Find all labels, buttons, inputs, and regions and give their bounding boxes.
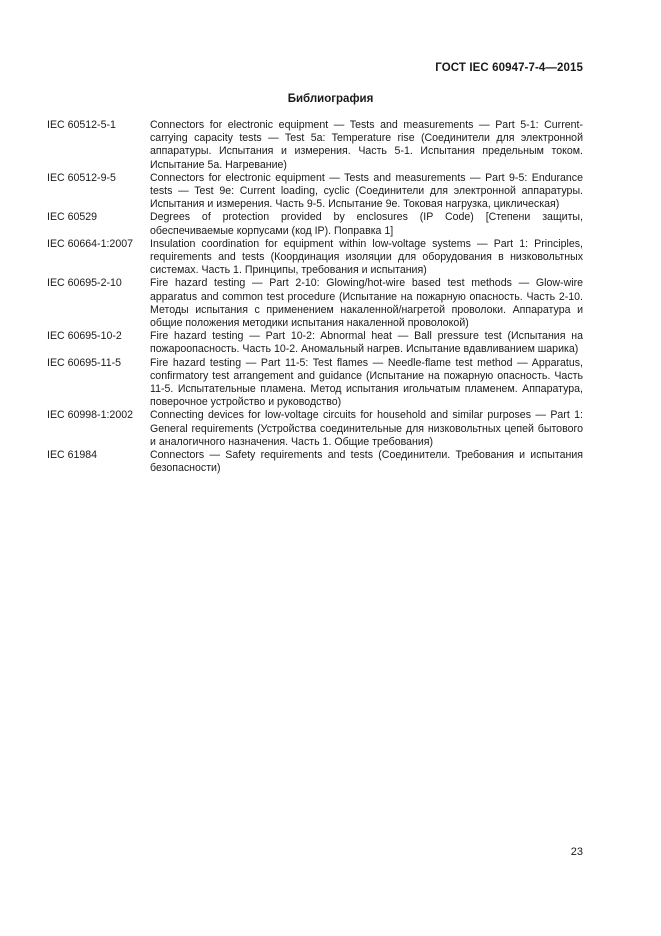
entry-code: IEC 60695-2-10 xyxy=(47,277,122,290)
bibliography-entry xyxy=(47,409,583,449)
entry-text: Degrees of protection provided by enclosures (IP Code) [Степени защиты, обеспечиваемые корпусами (код IP). Поправка 1] xyxy=(150,211,583,237)
bibliography-entry xyxy=(47,357,583,410)
entry-text: Fire hazard testing — Part 11-5: Test flames — Needle-flame test method — Apparatus, confirmatory test arrangement and guidance (Испытание на пожарную опасность. Часть 11-5. Испытательные пламена. Метод испытания игольчатым пламенем. Аппаратура, поверочное устройство и руководство) xyxy=(150,356,583,409)
entry-text: Connecting devices for low-voltage circuits for household and similar purposes — Part 1: General requirements (Устройства соединительные для низковольтных цепей бытового и аналогичного назначения. Часть 1. Общие требования) xyxy=(150,409,583,448)
entry-code: IEC 60529 xyxy=(47,211,98,224)
entry-code: IEC 60664-1:2007 xyxy=(47,237,133,250)
entry-code: IEC 60695-10-2 xyxy=(47,330,122,343)
bibliography-entry xyxy=(47,277,583,330)
bibliography-entry xyxy=(47,172,583,212)
entry-code: IEC 60695-11-5 xyxy=(47,356,122,369)
entry-text: Connectors — Safety requirements and tests (Соединители. Требования и испытания безопасности) xyxy=(150,449,583,475)
page-number: 23 xyxy=(570,846,583,858)
bibliography-entry xyxy=(47,330,583,356)
bibliography-list xyxy=(47,119,583,475)
entry-code: IEC 60998-1:2002 xyxy=(47,409,133,422)
entry-text: Insulation coordination for equipment within low-voltage systems — Part 1: Principles, requirements and tests (Координация изоляции для оборудования в низковольтных системах. Часть 1. Принципы, требования и испытания) xyxy=(150,237,583,277)
entry-code: IEC 60512-5-1 xyxy=(47,119,116,131)
entry-text: Fire hazard testing — Part 2-10: Glowing/hot-wire based test methods — Glow-wire apparatus and common test procedure (Испытание на пожарную опасность. Часть 2-10. Методы испытания с применением накаленной/нагретой проволоки. Аппаратура и общие положения методики испытания накаленной проволокой) xyxy=(150,277,583,330)
bibliography-entry xyxy=(47,238,583,278)
bibliography-title: Библиография xyxy=(287,93,374,105)
entry-text: Connectors for electronic equipment — Tests and measurements — Part 9-5: Endurance tests — Test 9e: Current loading, cyclic (Соединители для электронной аппаратуры. Испытания и измерения. Часть 9-5. Испытание 9е. Токовая нагрузка, циклическая) xyxy=(150,171,583,211)
entry-code: IEC 61984 xyxy=(47,449,98,462)
standard-code-header: ГОСТ IEC 60947-7-4—2015 xyxy=(435,62,583,74)
entry-text: Connectors for electronic equipment — Tests and measurements — Part 5-1: Current-carrying capacity tests — Test 5a: Temperature rise (Соединители для электронной аппаратуры. Испытания и измерения. Часть 5-1. Испытания предельным током. Испытание 5а. Нагревание) xyxy=(150,119,583,171)
bibliography-entry xyxy=(47,211,583,237)
bibliography-entry xyxy=(47,119,583,172)
bibliography-entry xyxy=(47,449,583,475)
entry-text: Fire hazard testing — Part 10-2: Abnormal heat — Ball pressure test (Испытания на пожароопасность. Часть 10-2. Аномальный нагрев. Испытание вдавливанием шарика) xyxy=(150,330,583,356)
entry-code: IEC 60512-9-5 xyxy=(47,171,116,184)
